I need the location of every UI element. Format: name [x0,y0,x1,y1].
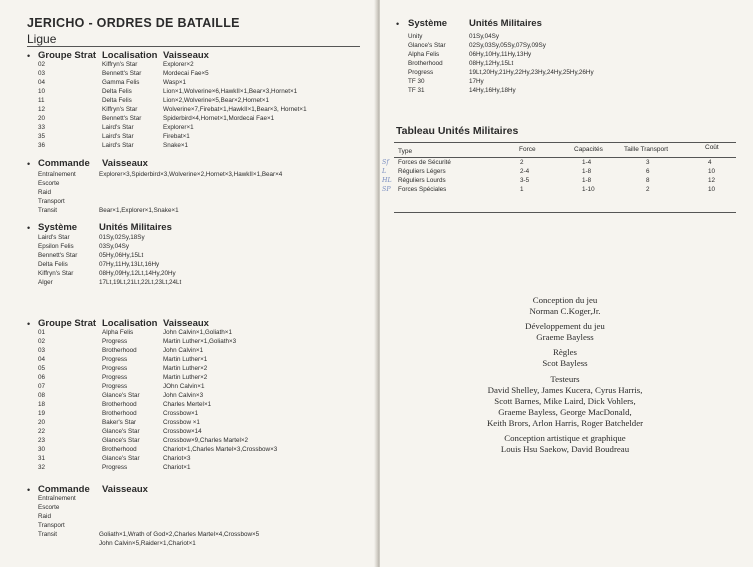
table-row [38,105,368,114]
vaisseaux-cell: Lion×2,Wolverine×5,Bear×2,Hornet×1 [163,97,269,104]
force-cell: 3-5 [520,177,530,184]
table-row [38,373,368,382]
table-row [38,260,368,269]
col-capacites: Capacités [574,146,603,153]
capacites-cell: 1-4 [582,159,592,166]
bullet-icon: • [396,19,400,29]
page-title: JERICHO - ORDRES DE BATAILLE [27,16,240,30]
commande-cell: Raid [38,513,51,520]
groupe-cell: 36 [38,142,46,149]
vaisseaux-cell: John Calvin×3 [163,392,204,399]
table-row [38,170,368,179]
col-cout: Coût [705,144,719,151]
unites-cell: 03Sy,04Sy [99,243,129,250]
unites-cell: 05Hy,06Hy,15Lt [99,252,144,259]
vaisseaux-cell: Martin Luther×2 [163,365,208,372]
unites-cell: 08Hy,12Hy,15Lt [469,60,514,67]
commande-cell: Transit [38,531,58,538]
systeme-cell: Epsilon Felis [38,243,74,250]
table-row [408,77,738,86]
type-cell: Réguliers Lourds [398,177,446,184]
table-row [38,364,368,373]
table-row [38,454,368,463]
table-row [382,158,736,167]
taille-cell: 6 [646,168,650,175]
groupe-cell: 08 [38,392,46,399]
taille-cell: 2 [646,186,650,193]
vaisseaux-cell: Wasp×1 [163,79,187,86]
localisation-cell: Delta Felis [102,97,132,104]
capacites-cell: 1-8 [582,177,592,184]
header-unites-militaires: Unités Militaires [99,222,172,233]
vaisseaux-cell: Explorer×2 [163,61,194,68]
unites-cell: 17Lt,19Lt,21Lt,22Lt,23Lt,24Lt [99,279,182,286]
systeme-cell: Glance's Star [408,42,446,49]
localisation-cell: Brotherhood [102,347,137,354]
table-row [38,445,368,454]
groupe-cell: 23 [38,437,46,444]
systeme-table-2 [408,32,738,95]
vaisseaux-cell: Lion×1,Wolverine×6,HawkII×1,Bear×3,Hornet×1 [163,88,298,95]
systeme-cell: Delta Felis [38,261,68,268]
table-row [38,278,368,287]
cout-cell: 12 [708,177,716,184]
groupe-cell: 18 [38,401,46,408]
vaisseaux-cell: JOhn Calvin×1 [163,383,205,390]
credit-line: Conception du jeu [532,295,598,305]
credit-line: Graeme Bayless, George MacDonald, [498,407,632,417]
force-cell: 1 [520,186,524,193]
groupe-cell: 07 [38,383,46,390]
commande-cell: Raid [38,189,51,196]
capacites-cell: 1-10 [582,186,595,193]
cout-cell: 10 [708,168,716,175]
table-row [38,382,368,391]
groupe-cell: 11 [38,97,45,104]
unites-cell: 07Hy,11Hy,13Lt,16Hy [99,261,160,268]
localisation-cell: Glance's Star [102,428,140,435]
header-groupe-strat: Groupe Strat [38,318,97,329]
groupe-cell: 06 [38,374,46,381]
col-taille-transport: Taille Transport [624,146,669,153]
localisation-cell: Alpha Felis [102,329,134,336]
groupe-cell: 30 [38,446,46,453]
unit-table-header [394,144,736,156]
taille-cell: 3 [646,159,650,166]
handwritten-annotation: HL [382,177,392,184]
groupe-cell: 05 [38,365,46,372]
table-row [38,233,368,242]
table-bottom-rule [394,212,736,213]
groupe-cell: 03 [38,70,46,77]
force-cell: 2-4 [520,168,530,175]
commande-cell: Entraînement [38,495,76,502]
table-row [38,427,368,436]
header-vaisseaux: Vaisseaux [163,318,209,329]
table-row [38,141,368,150]
localisation-cell: Glance's Star [102,455,140,462]
systeme-cell: Alpha Felis [408,51,440,58]
title-rule [27,46,360,47]
groupe-cell: 32 [38,464,46,471]
systeme-table-1 [38,233,368,287]
table-row [38,521,368,530]
commande-cell: Entraînement [38,171,76,178]
systeme-cell: Laird's Star [38,234,70,241]
systeme-cell: Progress [408,69,434,76]
localisation-cell: Kiffryn's Star [102,61,138,68]
credit-line: Norman C.Koger,Jr. [529,306,601,316]
vaisseaux-cell: Crossbow ×1 [163,419,200,426]
localisation-cell: Baker's Star [102,419,137,426]
table-row [382,176,736,185]
groupe-cell: 19 [38,410,46,417]
table-row [408,59,738,68]
vaisseaux-cell: Explorer×1 [163,124,194,131]
vaisseaux-cell: John Calvin×1 [163,347,204,354]
groupe-cell: 31 [38,455,46,462]
commande-table-2 [38,494,368,548]
localisation-cell: Kiffryn's Star [102,106,138,113]
groupe-strat-table-1 [38,60,368,150]
table-row [38,60,368,69]
vaisseaux-cell: Firebat×1 [163,133,190,140]
bullet-icon: • [27,223,31,233]
table-row [382,185,736,194]
bullet-icon: • [27,319,31,329]
commande-table-1 [38,170,368,215]
groupe-strat-table-2 [38,328,368,472]
table-row [38,132,368,141]
table-title: Tableau Unités Militaires [396,125,519,137]
table-row [38,391,368,400]
groupe-cell: 12 [38,106,46,113]
vaisseaux-cell: Charles Mertel×1 [163,401,212,408]
table-row [38,242,368,251]
unites-cell: 14Hy,16Hy,18Hy [469,87,516,94]
credit-line: Scott Barnes, Mike Laird, Dick Vohlers, [494,396,636,406]
commande-cell: Escorte [38,504,60,511]
header-localisation: Localisation [102,318,158,329]
page-subtitle: Ligue [27,32,57,46]
vaisseaux-cell: Snake×1 [163,142,189,149]
table-row [38,418,368,427]
systeme-cell: Kiffryn's Star [38,270,74,277]
table-row [38,197,368,206]
localisation-cell: Bennett's Star [102,115,142,122]
localisation-cell: Progress [102,464,128,471]
unites-cell: 08Hy,09Hy,12Lt,14Hy,20Hy [99,270,176,277]
localisation-cell: Bennett's Star [102,70,142,77]
header-commande: Commande [38,158,90,169]
table-row [38,436,368,445]
systeme-cell: Alger [38,279,53,286]
groupe-cell: 33 [38,124,46,131]
localisation-cell: Brotherhood [102,446,137,453]
groupe-cell: 04 [38,79,46,86]
table-row [38,503,368,512]
groupe-cell: 01 [38,329,46,336]
table-row [38,96,368,105]
header-localisation: Localisation [102,50,158,61]
bullet-icon: • [27,51,31,61]
right-page [380,0,753,567]
commande-cell: Transport [38,522,65,529]
credit-line: Règles [553,347,577,357]
vaisseaux-cell: Bear×1,Explorer×1,Snake×1 [99,207,179,214]
localisation-cell: Progress [102,374,128,381]
groupe-cell: 20 [38,419,46,426]
table-row [38,409,368,418]
col-type: Type [398,148,413,155]
handwritten-annotation: SP [382,186,391,193]
localisation-cell: Progress [102,356,128,363]
systeme-cell: Brotherhood [408,60,443,67]
table-row [38,530,368,539]
handwritten-annotation: L [382,168,387,175]
table-row [38,512,368,521]
systeme-cell: TF 31 [408,87,425,94]
groupe-cell: 02 [38,61,46,68]
table-row [408,50,738,59]
table-row [38,123,368,132]
table-row [38,206,368,215]
table-row [38,114,368,123]
unites-cell: 19Lt,20Hy,21Hy,22Hy,23Hy,24Hy,25Hy,26Hy [469,69,594,76]
commande-cell: Transport [38,198,65,205]
unites-cell: 02Sy,03Sy,05Sy,07Sy,09Sy [469,42,546,49]
unit-table [382,144,736,193]
vaisseaux-cell: Martin Luther×1 [163,356,208,363]
bullet-icon: • [27,159,31,169]
unites-cell: 01Sy,02Sy,18Sy [99,234,145,241]
table-row [38,87,368,96]
table-row [408,86,738,95]
groupe-cell: 22 [38,428,46,435]
vaisseaux-cell: Martin Luther×1,Goliath×3 [163,338,237,345]
groupe-cell: 03 [38,347,46,354]
localisation-cell: Laird's Star [102,142,134,149]
table-top-rule [394,142,736,143]
table-row [408,68,738,77]
localisation-cell: Laird's Star [102,124,134,131]
commande-cell: Transit [38,207,58,214]
localisation-cell: Delta Felis [102,88,132,95]
commande-cell: Escorte [38,180,60,187]
header-commande: Commande [38,484,90,495]
localisation-cell: Glance's Star [102,392,140,399]
groupe-cell: 10 [38,88,46,95]
localisation-cell: Brotherhood [102,410,137,417]
left-page [0,0,376,567]
vaisseaux-cell: Chariot×1,Charles Martel×3,Crossbow×3 [163,446,278,453]
table-row [408,32,738,41]
table-row [38,355,368,364]
localisation-cell: Progress [102,365,128,372]
vaisseaux-cell: Chariot×1 [163,464,191,471]
header-systeme: Système [408,18,448,29]
col-force: Force [519,146,536,153]
force-cell: 2 [520,159,524,166]
header-systeme: Système [38,222,78,233]
bullet-icon: • [27,485,31,495]
vaisseaux-cell: Crossbow×9,Charles Martel×2 [163,437,249,444]
unites-cell: 01Sy,04Sy [469,33,499,40]
systeme-cell: Bennett's Star [38,252,78,259]
header-unites-militaires: Unités Militaires [469,18,542,29]
credit-line: David Shelley, James Kucera, Cyrus Harris, [487,385,643,395]
groupe-cell: 02 [38,338,46,345]
type-cell: Forces de Sécurité [398,159,451,166]
table-row [408,41,738,50]
unit-table-body [382,158,736,194]
vaisseaux-cell: Chariot×3 [163,455,191,462]
localisation-cell: Progress [102,383,128,390]
credits-block [420,295,710,455]
header-vaisseaux: Vaisseaux [102,158,148,169]
credit-line: Testeurs [550,374,580,384]
vaisseaux-cell: Spiderbird×4,Hornet×1,Mordecai Fae×1 [163,115,275,122]
vaisseaux-cell: Martin Luther×2 [163,374,208,381]
table-row [38,463,368,472]
vaisseaux-cell: Explorer×3,Spiderbird×3,Wolverine×2,Hornet×3,HawkII×1,Bear×4 [99,171,283,178]
table-row [38,337,368,346]
header-vaisseaux: Vaisseaux [163,50,209,61]
localisation-cell: Gamma Felis [102,79,140,86]
localisation-cell: Laird's Star [102,133,134,140]
table-row [38,188,368,197]
credit-line: Développement du jeu [525,321,605,331]
type-cell: Réguliers Légers [398,168,446,175]
credit-line: Keith Brors, Arlon Harris, Roger Batchelder [486,418,644,428]
localisation-cell: Glance's Star [102,437,140,444]
localisation-cell: Progress [102,338,128,345]
localisation-cell: Brotherhood [102,401,137,408]
vaisseaux-cell: Crossbow×14 [163,428,202,435]
header-vaisseaux: Vaisseaux [102,484,148,495]
unites-cell: 06Hy,10Hy,11Hy,13Hy [469,51,532,58]
credit-line: Conception artistique et graphique [504,433,626,443]
systeme-cell: TF 30 [408,78,425,85]
vaisseaux-cell: John Calvin×1,Goliath×1 [163,329,232,336]
groupe-cell: 35 [38,133,46,140]
vaisseaux-cell: John Calvin×5,Raider×1,Chariot×1 [99,540,196,547]
vaisseaux-cell: Wolverine×7,Firebat×1,HawkII×1,Bear×3, Hornet×1 [163,106,307,113]
cout-cell: 10 [708,186,716,193]
table-row [38,494,368,503]
vaisseaux-cell: Crossbow×1 [163,410,199,417]
header-groupe-strat: Groupe Strat [38,50,97,61]
groupe-cell: 04 [38,356,46,363]
capacites-cell: 1-8 [582,168,592,175]
vaisseaux-cell: Mordecai Fae×5 [163,70,209,77]
handwritten-annotation: Sf [382,159,389,166]
credit-line: Graeme Bayless [536,332,594,342]
credit-line: Scot Bayless [542,358,588,368]
cout-cell: 4 [708,159,712,166]
groupe-cell: 20 [38,115,46,122]
table-row [382,167,736,176]
vaisseaux-cell: Goliath×1,Wrath of God×2,Charles Martel×4,Crossbow×5 [99,531,260,538]
table-row [38,251,368,260]
table-row [38,346,368,355]
type-cell: Forces Spéciales [398,186,447,193]
unites-cell: 17Hy [469,78,484,85]
table-row [38,539,368,548]
systeme-cell: Unity [408,33,423,40]
credit-line: Louis Hsu Saekow, David Boudreau [500,444,630,454]
taille-cell: 8 [646,177,650,184]
table-row [38,69,368,78]
table-row [38,328,368,337]
table-row [38,78,368,87]
table-row [38,179,368,188]
table-row [38,400,368,409]
table-row [38,269,368,278]
